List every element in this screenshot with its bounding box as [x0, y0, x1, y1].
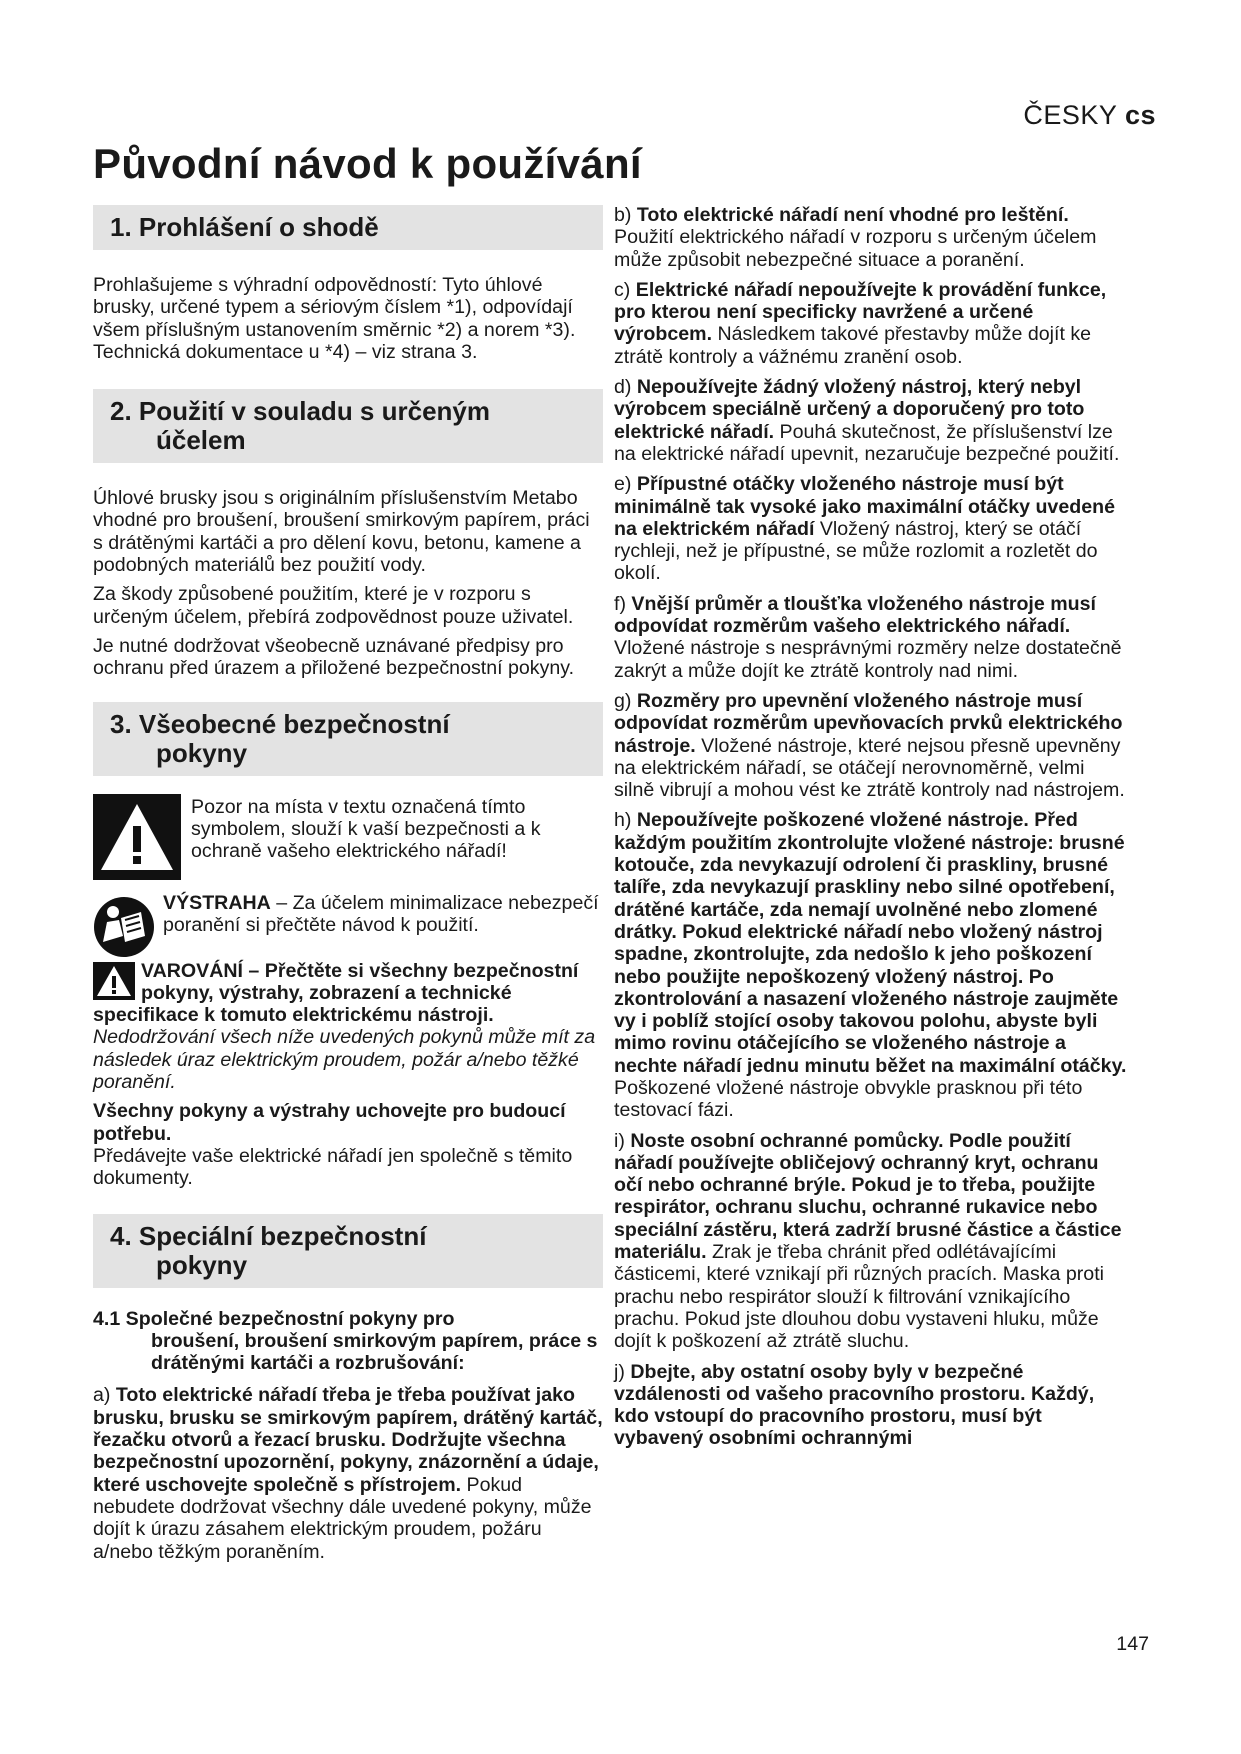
- section-heading-4-line2: pokyny: [156, 1249, 248, 1280]
- left-column: [93, 205, 603, 1570]
- item-a-bold: Toto elektrické nářadí třeba je třeba používat jako brusku, brusku se smirkovým papírem, drátěný kartáč, řezačku otvorů a řezací brusku. Dodržujte všechna bezpečnostní upozornění, pokyny, znázornění a údaje, které uschovejte společně s přístrojem.: [93, 1384, 603, 1496]
- regulations-paragraph: Je nutné dodržovat všeobecně uznávané předpisy pro ochranu před úrazem a přiložené bezpečnostní pokyny.: [93, 634, 575, 680]
- subsection-4-1-line1: 4.1 Společné bezpečnostní pokyny pro: [93, 1307, 455, 1330]
- warning-triangle-icon: [93, 794, 181, 880]
- item-i-bold: Noste osobní ochranné pomůcky. Podle použití nářadí používejte obličejový ochranný kryt, ochranu očí nebo ochranné brýle. Pokud je to třeba, použijte respirátor, ochranu sluchu, ochranné rukavice nebo speciální zástěru, která zadrží brusné částice a částice materiálu.: [614, 1129, 1122, 1264]
- vystraha-label: VÝSTRAHA: [163, 891, 271, 914]
- section-heading-3: [93, 702, 603, 776]
- item-a-prefix: a): [93, 1384, 116, 1407]
- item-d-text: Pouhá skutečnost, že příslušenství lze na elektrické nářadí upevnit, nezaručuje bezpečné použití.: [614, 420, 1120, 465]
- section-heading-4-line1: 4. Speciální bezpečnostní: [110, 1220, 427, 1251]
- item-j-bold: Dbejte, aby ostatní osoby byly v bezpečné vzdálenosti od vašeho pracovního prostoru. Každý, kdo vstoupí do pracovního prostoru, musí být vybavený osobními ochrannými: [614, 1360, 1095, 1450]
- item-i-text: Zrak je třeba chránit před odlétávajícími částicemi, které vznikají při různých pracích. Maska proti prachu nebo respirátor slouží k filtrování vznikajícího prachu. Pokud jste dlouhou dobu vystaveni hluku, může dojít k poškození až ztrátě sluchu.: [614, 1241, 1105, 1353]
- item-e-paragraph: [614, 473, 1129, 584]
- item-a-text: Pokud nebudete dodržovat všechny dále uvedené pokyny, může dojít k úrazu zásahem elektrickým proudem, požáru a/nebo těžkým poraněním.: [93, 1473, 592, 1563]
- right-column: [614, 204, 1129, 1458]
- language-header: [1023, 100, 1156, 131]
- item-i-prefix: i): [614, 1129, 631, 1152]
- item-c-text: Následkem takové přestavby může dojít ke ztrátě kontroly a vážnému zranění osob.: [614, 323, 1092, 368]
- item-e-bold: Přípustné otáčky vloženého nástroje musí být minimálně tak vysoké jako maximální otáčky uvedené na elektrickém nářadí: [614, 473, 1115, 540]
- section-heading-1: [93, 205, 603, 250]
- item-g-text: Vložené nástroje, které nejsou přesně upevněny na elektrickém nářadí, se otáčejí nerovnoměrně, velmi silně vibrují a mohou vést ke ztrátě kontroly nad nástrojem.: [614, 734, 1125, 802]
- section-heading-3-line2: pokyny: [156, 737, 248, 768]
- subsection-4-1-heading: [93, 1308, 603, 1375]
- varovani-italic: Nedodržování všech níže uvedených pokynů může mít za následek úraz elektrickým proudem, požár a/nebo těžké poranění.: [93, 1026, 596, 1094]
- item-j-paragraph: [614, 1361, 1129, 1450]
- item-e-prefix: e): [614, 473, 637, 496]
- item-d-paragraph: [614, 376, 1129, 465]
- item-h-bold: Nepoužívejte poškozené vložené nástroje. Před každým použitím zkontrolujte vložené nástroje: brusné kotouče, zda nevykazují odrolení či praskliny, brusné talíře, zda nevykazují praskliny nebo silné opotřebení, drátěné kartáče, zda nemají uvolněné nebo zlomené drátky. Pokud elektrické nářadí nebo vložený nástroj spadne, zkontrolujte, zda nedošlo k jeho poškození nebo použijte nepoškozený vložený nástroj. Po zkontrolování a nasazení vloženého nástroje zaujměte vy i poblíž stojící osoby takovou polohu, abyste byli mimo rovinu otáčejícího se vloženého nástroje a nechte nářadí jednu minutu běžet na maximální otáčky.: [614, 809, 1127, 1077]
- item-c-bold: Elektrické nářadí nepoužívejte k provádění funkce, pro kterou není specificky navržené a určené výrobcem.: [614, 278, 1107, 346]
- item-i-paragraph: [614, 1130, 1129, 1353]
- varovani-paragraph: [93, 960, 603, 1094]
- read-manual-icon: [93, 896, 155, 958]
- keep-instructions-heading: [93, 1100, 603, 1145]
- item-f-text: Vložené nástroje s nesprávnými rozměry nelze dostatečně zakrýt a může dojít ke ztrátě kontroly nad nimi.: [614, 637, 1122, 682]
- vystraha-text: – Za účelem minimalizace nebezpečí poranění si přečtěte návod k použití.: [163, 891, 599, 936]
- subsection-4-1-line2: broušení, broušení smirkovým papírem, práce s drátěnými kartáči a rozbrušování:: [151, 1329, 598, 1375]
- item-h-paragraph: [614, 809, 1129, 1121]
- section-heading-3-line1: 3. Všeobecné bezpečnostní: [110, 708, 450, 739]
- damage-liability-paragraph: Za škody způsobené použitím, které je v rozporu s určeným účelem, přebírá zodpovědnost pouze uživatel.: [93, 583, 574, 628]
- language-word: ČESKY: [1023, 100, 1117, 130]
- item-f-bold: Vnější průměr a tloušťka vloženého nástroje musí odpovídat rozměrům vašeho elektrického nářadí.: [614, 592, 1096, 638]
- read-manual-note: [93, 892, 603, 956]
- attention-text: Pozor na místa v textu označená tímto symbolem, slouží k vaší bezpečnosti a k ochraně vašeho elektrického nářadí!: [191, 795, 541, 863]
- item-a-paragraph: [93, 1384, 603, 1562]
- keep-instructions-bold: Všechny pokyny a výstrahy uchovejte pro budoucí potřebu.: [93, 1100, 566, 1145]
- item-f-paragraph: [614, 593, 1129, 682]
- section-heading-2-line1: 2. Použití v souladu s určeným: [110, 396, 490, 427]
- item-g-bold: Rozměry pro upevnění vloženého nástroje musí odpovídat rozměrům upevňovacích prvků elektrického nástroje.: [614, 689, 1123, 757]
- intended-use-paragraph: Úhlové brusky jsou s originálním příslušenstvím Metabo vhodné pro broušení, broušení smirkovým papírem, práci s drátěnými kartáči a pro dělení kovu, betonu, kamene a podobných materiálů bez použití vody.: [93, 487, 590, 577]
- item-b-paragraph: [614, 204, 1129, 271]
- item-h-text: Poškozené vložené nástroje obvykle prasknou při této testovací fázi.: [614, 1076, 1083, 1122]
- item-e-text: Vložený nástroj, který se otáčí rychleji, než je přípustné, se může rozlomit a rozletět do okolí.: [614, 517, 1098, 585]
- read-manual-text: [163, 892, 603, 937]
- language-code: cs: [1124, 100, 1156, 130]
- page-title: Původní návod k používání: [93, 140, 642, 187]
- declaration-paragraph: Prohlašujeme s výhradní odpovědností: Tyto úhlové brusky, určené typem a sériovým číslem *1), odpovídají všem příslušným ustanovením směrnic *2) a norem *3). Technická dokumentace u *4) – viz strana 3.: [93, 274, 576, 363]
- page-number: 147: [1116, 1633, 1149, 1655]
- attention-note: [93, 794, 603, 880]
- item-c-paragraph: [614, 279, 1129, 368]
- item-b-text: Použití elektrického nářadí v rozporu s určeným účelem může způsobit nebezpečné situace a poranění.: [614, 226, 1097, 271]
- varovani-bold: VAROVÁNÍ – Přečtěte si všechny bezpečnostní pokyny, výstrahy, zobrazení a technické specifikace k tomuto elektrickému nástroji.: [93, 959, 579, 1027]
- item-d-prefix: d): [614, 376, 637, 399]
- item-h-prefix: h): [614, 809, 637, 832]
- item-g-prefix: g): [614, 689, 637, 712]
- item-c-prefix: c): [614, 278, 636, 301]
- section-heading-2-line2: účelem: [156, 425, 246, 456]
- item-f-prefix: f): [614, 592, 632, 615]
- item-b-prefix: b): [614, 204, 637, 226]
- item-g-paragraph: [614, 690, 1129, 801]
- caution-icon: [93, 962, 135, 1000]
- item-b-bold: Toto elektrické nářadí není vhodné pro leštění.: [636, 204, 1069, 226]
- item-d-bold: Nepoužívejte žádný vložený nástroj, který nebyl výrobcem speciálně určený a doporučený pro toto elektrické nářadí.: [614, 376, 1085, 443]
- item-j-prefix: j): [614, 1360, 631, 1383]
- keep-instructions-text: Předávejte vaše elektrické nářadí jen společně s těmito dokumenty.: [93, 1144, 573, 1190]
- section-heading-4: [93, 1214, 603, 1288]
- section-heading-1-text: 1. Prohlášení o shodě: [110, 212, 379, 242]
- section-heading-2: [93, 389, 603, 463]
